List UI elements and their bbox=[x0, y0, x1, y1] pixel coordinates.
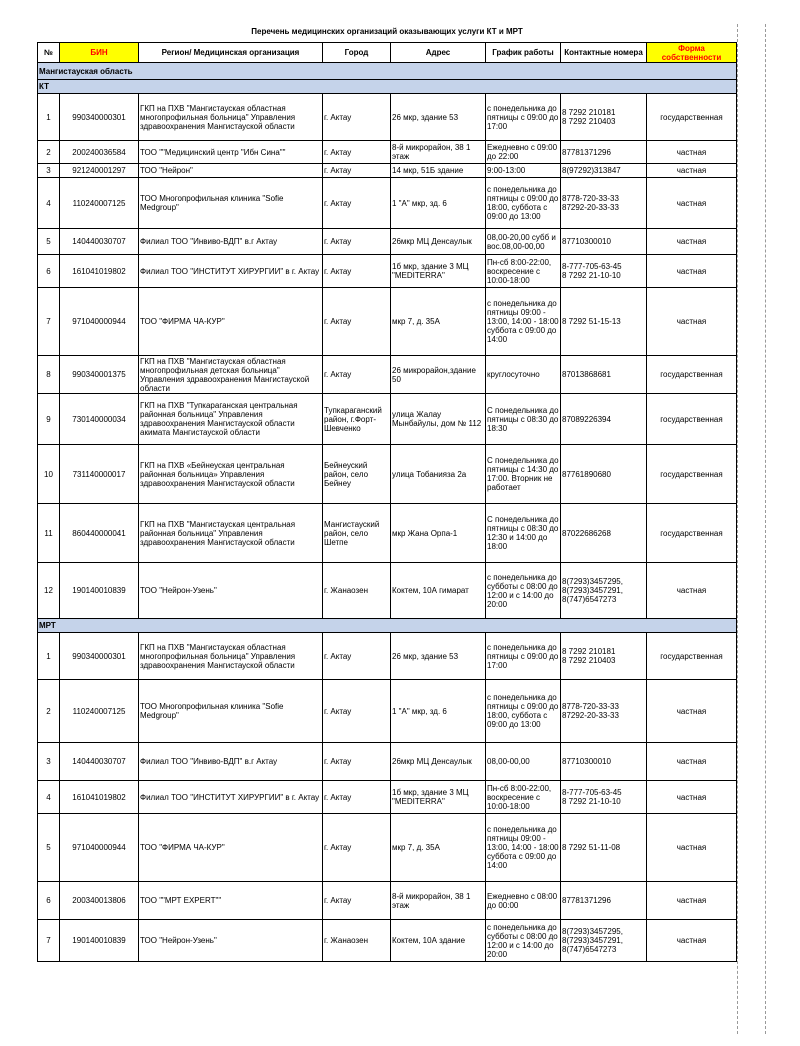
row-schedule: с понедельника до пятницы 09:00 - 13:00, 14:00 - 18:00 суббота с 09:00 до 14:00 bbox=[486, 288, 561, 356]
row-number: 4 bbox=[38, 781, 60, 814]
row-schedule: с понедельника до пятницы 09:00 - 13:00, 14:00 - 18:00 суббота с 09:00 до 14:00 bbox=[486, 814, 561, 882]
row-ownership: государственная bbox=[647, 94, 737, 141]
row-organization: ТОО "ФИРМА ЧА-КУР" bbox=[139, 288, 323, 356]
row-number: 6 bbox=[38, 255, 60, 288]
row-ownership: частная bbox=[647, 288, 737, 356]
col-header-organization: Регион/ Медицинская организация bbox=[139, 43, 323, 63]
row-address: 26мкр МЦ Денсаулык bbox=[391, 229, 486, 255]
header-row bbox=[38, 43, 737, 63]
row-ownership: частная bbox=[647, 743, 737, 781]
row-bin: 921240001297 bbox=[60, 164, 139, 178]
col-header-schedule: График работы bbox=[486, 43, 561, 63]
row-number: 5 bbox=[38, 814, 60, 882]
row-organization: ТОО "Нейрон-Узень" bbox=[139, 920, 323, 962]
row-number: 10 bbox=[38, 445, 60, 504]
row-schedule: Ежедневно с 09:00 до 22:00 bbox=[486, 141, 561, 164]
row-address: 1б мкр, здание 3 МЦ "MEDITERRA" bbox=[391, 255, 486, 288]
row-address: 26 микрорайон,здание 50 bbox=[391, 356, 486, 394]
row-contacts: 8778-720-33-33 87292-20-33-33 bbox=[561, 178, 647, 229]
table-row bbox=[38, 633, 737, 680]
row-city: г. Жанаозен bbox=[323, 920, 391, 962]
row-bin: 971040000944 bbox=[60, 288, 139, 356]
row-city: г. Актау bbox=[323, 255, 391, 288]
region-row bbox=[38, 63, 737, 80]
row-number: 1 bbox=[38, 94, 60, 141]
row-organization: ГКП на ПХВ "Тупкараганская центральная районная больница" Управления здравоохранения Мангистауской области акимата Мангистауской области bbox=[139, 394, 323, 445]
row-number: 7 bbox=[38, 920, 60, 962]
row-number: 2 bbox=[38, 680, 60, 743]
row-city: г. Актау bbox=[323, 178, 391, 229]
col-header-number: № bbox=[38, 43, 60, 63]
row-bin: 200240036584 bbox=[60, 141, 139, 164]
table-row bbox=[38, 229, 737, 255]
row-organization: ТОО Многопрофильная клиника "Sofie Medgroup" bbox=[139, 178, 323, 229]
row-schedule: с понедельника до пятницы с 09:00 до 18:00, суббота с 09:00 до 13:00 bbox=[486, 178, 561, 229]
row-number: 3 bbox=[38, 743, 60, 781]
table-body bbox=[38, 63, 737, 962]
row-schedule: 9:00-13:00 bbox=[486, 164, 561, 178]
row-organization: ГКП на ПХВ "Мангистауская центральная районная больница" Управления здравоохранения Мангистауской области bbox=[139, 504, 323, 563]
row-organization: Филиал ТОО "Инвиво-ВДП" в.г Актау bbox=[139, 743, 323, 781]
row-schedule: С понедельника до пятницы с 14:30 до 17:00. Вторник не работает bbox=[486, 445, 561, 504]
row-city: г. Жанаозен bbox=[323, 563, 391, 619]
row-city: г. Актау bbox=[323, 814, 391, 882]
row-bin: 190140010839 bbox=[60, 563, 139, 619]
table-row bbox=[38, 563, 737, 619]
row-address: 26мкр МЦ Денсаулык bbox=[391, 743, 486, 781]
table-row bbox=[38, 504, 737, 563]
row-number: 8 bbox=[38, 356, 60, 394]
row-bin: 140440030707 bbox=[60, 229, 139, 255]
row-ownership: частная bbox=[647, 814, 737, 882]
row-organization: ТОО "Нейрон" bbox=[139, 164, 323, 178]
row-contacts: 87013868681 bbox=[561, 356, 647, 394]
table-row bbox=[38, 356, 737, 394]
row-address: улица Жалау Мынбайулы, дом № 112 bbox=[391, 394, 486, 445]
row-address: 26 мкр, здание 53 bbox=[391, 633, 486, 680]
row-ownership: частная bbox=[647, 781, 737, 814]
col-header-contacts: Контактные номера bbox=[561, 43, 647, 63]
organizations-table bbox=[37, 42, 737, 962]
table-row bbox=[38, 882, 737, 920]
row-bin: 990340000301 bbox=[60, 633, 139, 680]
row-city: Мангистауский район, село Шетпе bbox=[323, 504, 391, 563]
row-ownership: частная bbox=[647, 255, 737, 288]
row-schedule: Пн-сб 8:00-22:00, воскресение с 10:00-18:00 bbox=[486, 781, 561, 814]
document-title: Перечень медицинских организаций оказывающих услуги КТ и МРТ bbox=[251, 27, 523, 36]
row-address: 26 мкр, здание 53 bbox=[391, 94, 486, 141]
col-header-ownership: Форма собственности bbox=[647, 43, 737, 63]
table-row bbox=[38, 164, 737, 178]
row-contacts: 87710300010 bbox=[561, 743, 647, 781]
row-address: мкр 7, д. 35А bbox=[391, 814, 486, 882]
row-ownership: государственная bbox=[647, 445, 737, 504]
row-ownership: государственная bbox=[647, 633, 737, 680]
row-bin: 990340000301 bbox=[60, 94, 139, 141]
row-city: г. Актау bbox=[323, 94, 391, 141]
row-ownership: частная bbox=[647, 563, 737, 619]
row-contacts: 87022686268 bbox=[561, 504, 647, 563]
row-number: 6 bbox=[38, 882, 60, 920]
row-contacts: 8 7292 210181 8 7292 210403 bbox=[561, 94, 647, 141]
row-contacts: 8 7292 51-15-13 bbox=[561, 288, 647, 356]
row-bin: 140440030707 bbox=[60, 743, 139, 781]
row-ownership: частная bbox=[647, 141, 737, 164]
row-schedule: с понедельника до пятницы с 09:00 до 18:00, суббота с 09:00 до 13:00 bbox=[486, 680, 561, 743]
row-contacts: 8-777-705-63-45 8 7292 21-10-10 bbox=[561, 781, 647, 814]
row-number: 4 bbox=[38, 178, 60, 229]
table-row bbox=[38, 781, 737, 814]
table-row bbox=[38, 178, 737, 229]
section-label: МРТ bbox=[38, 619, 737, 633]
col-header-city: Город bbox=[323, 43, 391, 63]
table-row bbox=[38, 94, 737, 141]
row-address: 1 "А" мкр, зд. 6 bbox=[391, 178, 486, 229]
row-contacts: 87089226394 bbox=[561, 394, 647, 445]
row-ownership: частная bbox=[647, 229, 737, 255]
section-label: КТ bbox=[38, 80, 737, 94]
row-address: 8-й микрорайон, 38 1 этаж bbox=[391, 882, 486, 920]
table-row bbox=[38, 141, 737, 164]
row-bin: 190140010839 bbox=[60, 920, 139, 962]
row-schedule: С понедельника до пятницы с 08:30 до 18:30 bbox=[486, 394, 561, 445]
row-address: 8-й микрорайон, 38 1 этаж bbox=[391, 141, 486, 164]
row-number: 3 bbox=[38, 164, 60, 178]
table-row bbox=[38, 288, 737, 356]
row-address: 1 "А" мкр, зд. 6 bbox=[391, 680, 486, 743]
row-number: 11 bbox=[38, 504, 60, 563]
row-organization: Филиал ТОО "ИНСТИТУТ ХИРУРГИИ" в г. Актау bbox=[139, 255, 323, 288]
row-city: г. Актау bbox=[323, 141, 391, 164]
row-ownership: частная bbox=[647, 680, 737, 743]
row-ownership: частная bbox=[647, 164, 737, 178]
row-contacts: 8778-720-33-33 87292-20-33-33 bbox=[561, 680, 647, 743]
row-contacts: 87761890680 bbox=[561, 445, 647, 504]
table-row bbox=[38, 445, 737, 504]
row-number: 9 bbox=[38, 394, 60, 445]
row-bin: 110240007125 bbox=[60, 680, 139, 743]
row-ownership: государственная bbox=[647, 504, 737, 563]
row-city: Бейнеуский район, село Бейнеу bbox=[323, 445, 391, 504]
section-row bbox=[38, 619, 737, 633]
row-address: 1б мкр, здание 3 МЦ "MEDITERRA" bbox=[391, 781, 486, 814]
row-bin: 110240007125 bbox=[60, 178, 139, 229]
row-number: 5 bbox=[38, 229, 60, 255]
row-organization: Филиал ТОО "ИНСТИТУТ ХИРУРГИИ" в г. Актау bbox=[139, 781, 323, 814]
row-organization: ГКП на ПХВ "Мангистауская областная многопрофильная больница" Управления здравоохранения Мангистауской области bbox=[139, 633, 323, 680]
row-city: г. Актау bbox=[323, 680, 391, 743]
row-city: Тупкараганский район, г.Форт-Шевченко bbox=[323, 394, 391, 445]
row-organization: Филиал ТОО "Инвиво-ВДП" в.г Актау bbox=[139, 229, 323, 255]
table-row bbox=[38, 255, 737, 288]
row-schedule: с понедельника до субботы с 08:00 до 12:00 и с 14:00 до 20:00 bbox=[486, 920, 561, 962]
row-bin: 161041019802 bbox=[60, 255, 139, 288]
row-address: мкр 7, д. 35А bbox=[391, 288, 486, 356]
row-organization: ГКП на ПХВ «Бейнеуская центральная районная больница» Управления здравоохранения Мангистауской области bbox=[139, 445, 323, 504]
row-organization: ГКП на ПХВ "Мангистауская областная многопрофильная детская больница" Управления здравоохранения Мангистауской области bbox=[139, 356, 323, 394]
row-address: мкр Жана Орпа-1 bbox=[391, 504, 486, 563]
row-organization: ТОО ""МРТ EXPERT"" bbox=[139, 882, 323, 920]
row-address: Коктем, 10А здание bbox=[391, 920, 486, 962]
row-bin: 200340013806 bbox=[60, 882, 139, 920]
row-number: 12 bbox=[38, 563, 60, 619]
row-ownership: государственная bbox=[647, 356, 737, 394]
row-contacts: 8-777-705-63-45 8 7292 21-10-10 bbox=[561, 255, 647, 288]
col-header-bin: БИН bbox=[60, 43, 139, 63]
row-organization: ТОО "Нейрон-Узень" bbox=[139, 563, 323, 619]
row-number: 7 bbox=[38, 288, 60, 356]
col-header-address: Адрес bbox=[391, 43, 486, 63]
row-organization: ТОО ""Медицинский центр "Ибн Сина"" bbox=[139, 141, 323, 164]
row-bin: 731140000017 bbox=[60, 445, 139, 504]
row-address: 14 мкр, 51Б здание bbox=[391, 164, 486, 178]
row-contacts: 8(97292)313847 bbox=[561, 164, 647, 178]
row-bin: 860440000041 bbox=[60, 504, 139, 563]
row-city: г. Актау bbox=[323, 356, 391, 394]
row-schedule: 08,00-20,00 субб и вос.08,00-00,00 bbox=[486, 229, 561, 255]
table-row bbox=[38, 920, 737, 962]
row-organization: ТОО "ФИРМА ЧА-КУР" bbox=[139, 814, 323, 882]
row-number: 1 bbox=[38, 633, 60, 680]
row-contacts: 8(7293)3457295, 8(7293)3457291, 8(747)6547273 bbox=[561, 920, 647, 962]
row-address: Коктем, 10А гимарат bbox=[391, 563, 486, 619]
row-bin: 971040000944 bbox=[60, 814, 139, 882]
row-bin: 161041019802 bbox=[60, 781, 139, 814]
row-contacts: 8 7292 51-11-08 bbox=[561, 814, 647, 882]
row-schedule: круглосуточно bbox=[486, 356, 561, 394]
table-row bbox=[38, 743, 737, 781]
row-city: г. Актау bbox=[323, 633, 391, 680]
row-ownership: государственная bbox=[647, 394, 737, 445]
row-contacts: 87781371296 bbox=[561, 882, 647, 920]
row-organization: ТОО Многопрофильная клиника "Sofie Medgroup" bbox=[139, 680, 323, 743]
row-schedule: с понедельника до пятницы с 09:00 до 17:00 bbox=[486, 633, 561, 680]
row-schedule: с понедельника до субботы с 08:00 до 12:00 и с 14:00 до 20:00 bbox=[486, 563, 561, 619]
row-address: улица Тобанияза 2а bbox=[391, 445, 486, 504]
row-schedule: Ежедневно с 08:00 до 00:00 bbox=[486, 882, 561, 920]
table-row bbox=[38, 814, 737, 882]
row-schedule: Пн-сб 8:00-22:00, воскресение с 10:00-18:00 bbox=[486, 255, 561, 288]
row-contacts: 8(7293)3457295, 8(7293)3457291, 8(747)6547273 bbox=[561, 563, 647, 619]
table-row bbox=[38, 680, 737, 743]
row-city: г. Актау bbox=[323, 229, 391, 255]
section-row bbox=[38, 80, 737, 94]
row-number: 2 bbox=[38, 141, 60, 164]
table-row bbox=[38, 394, 737, 445]
row-city: г. Актау bbox=[323, 882, 391, 920]
row-bin: 990340001375 bbox=[60, 356, 139, 394]
row-ownership: частная bbox=[647, 882, 737, 920]
row-bin: 730140000034 bbox=[60, 394, 139, 445]
region-label: Мангистауская область bbox=[38, 63, 737, 80]
row-schedule: С понедельника до пятницы с 08:30 до 12:30 и 14:00 до 18:00 bbox=[486, 504, 561, 563]
row-ownership: частная bbox=[647, 178, 737, 229]
row-organization: ГКП на ПХВ "Мангистауская областная многопрофильная больница" Управления здравоохранения Мангистауской области bbox=[139, 94, 323, 141]
row-city: г. Актау bbox=[323, 164, 391, 178]
row-schedule: 08,00-00,00 bbox=[486, 743, 561, 781]
row-schedule: с понедельника до пятницы с 09:00 до 17:00 bbox=[486, 94, 561, 141]
row-city: г. Актау bbox=[323, 781, 391, 814]
empty-column-outline bbox=[737, 24, 766, 1034]
row-city: г. Актау bbox=[323, 743, 391, 781]
row-ownership: частная bbox=[647, 920, 737, 962]
row-contacts: 87781371296 bbox=[561, 141, 647, 164]
row-contacts: 87710300010 bbox=[561, 229, 647, 255]
row-city: г. Актау bbox=[323, 288, 391, 356]
row-contacts: 8 7292 210181 8 7292 210403 bbox=[561, 633, 647, 680]
